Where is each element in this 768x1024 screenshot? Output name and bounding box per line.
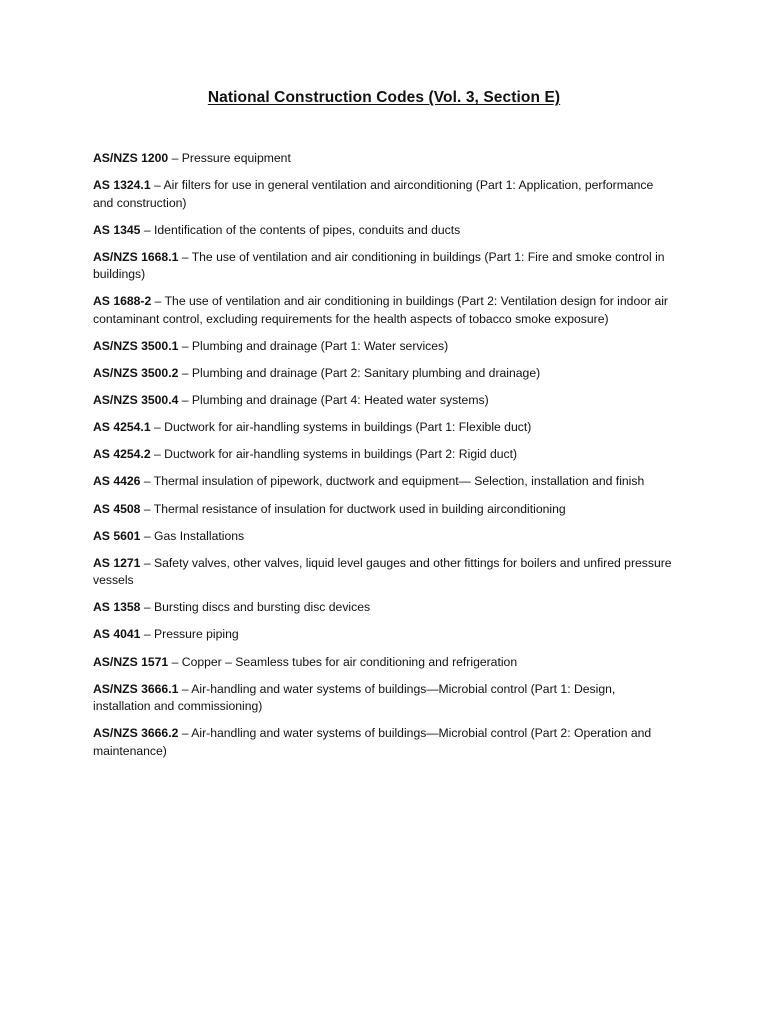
standard-description: Air filters for use in general ventilation and airconditioning (Part 1: Application, performance and construction): [93, 178, 654, 210]
standard-description: Bursting discs and bursting disc devices: [154, 600, 371, 615]
standard-entry: [93, 392, 673, 410]
entry-separator: –: [178, 726, 192, 741]
standard-entry: [93, 419, 673, 437]
standard-description: The use of ventilation and air conditioning in buildings (Part 2: Ventilation design for indoor air contaminant control, excluding requirements for the health aspects of tobacco smoke exposure): [93, 294, 668, 326]
entry-separator: –: [178, 393, 192, 408]
entry-separator: –: [151, 294, 165, 309]
standard-code: AS/NZS 1668.1: [93, 249, 179, 264]
standard-description: Plumbing and drainage (Part 1: Water services): [191, 338, 449, 353]
standard-code: AS 4254.2: [93, 447, 151, 462]
standard-description: Plumbing and drainage (Part 4: Heated water systems): [191, 393, 489, 408]
standard-entry: [93, 725, 673, 760]
entry-separator: –: [178, 338, 192, 353]
entry-separator: –: [140, 222, 154, 237]
standard-description: Pressure equipment: [181, 151, 291, 165]
standard-entry: [93, 338, 673, 356]
standard-description: Copper – Seamless tubes for air conditioning and refrigeration: [181, 654, 518, 669]
entry-separator: –: [178, 681, 192, 696]
standard-code: AS/NZS 3500.4: [93, 393, 179, 408]
entry-separator: –: [168, 151, 182, 165]
standard-description: Ductwork for air-handling systems in buildings (Part 2: Rigid duct): [164, 447, 518, 462]
standard-description: Thermal insulation of pipework, ductwork and equipment— Selection, installation and finish: [153, 474, 645, 489]
standard-code: AS 1324.1: [93, 178, 151, 193]
standard-entry: [93, 501, 673, 519]
standard-description: Identification of the contents of pipes, conduits and ducts: [154, 222, 461, 237]
standard-entry: [93, 654, 673, 672]
standard-description: Air-handling and water systems of buildings—Microbial control (Part 2: Operation and maintenance): [93, 726, 652, 758]
standard-description: The use of ventilation and air conditioning in buildings (Part 1: Fire and smoke control in buildings): [93, 249, 665, 282]
standard-code: AS 4426: [93, 474, 141, 489]
standard-code: AS 5601: [93, 528, 141, 543]
standard-entry: [93, 626, 673, 644]
standard-description: Pressure piping: [154, 627, 239, 642]
standard-description: Air-handling and water systems of buildings—Microbial control (Part 1: Design, installation and commissioning): [93, 681, 616, 714]
entry-separator: –: [150, 420, 165, 435]
standard-code: AS/NZS 3666.1: [93, 681, 179, 696]
standard-code: AS 1358: [93, 600, 141, 615]
standard-code: AS 4254.1: [93, 420, 151, 435]
standard-description: Safety valves, other valves, liquid level gauges and other fittings for boilers and unfired pressure vessels: [93, 555, 672, 588]
standard-entry: [93, 528, 673, 546]
standard-code: AS 4041: [93, 627, 141, 642]
standard-entry: [93, 293, 673, 328]
standard-entry: [93, 249, 673, 284]
standard-code: AS/NZS 1571: [93, 654, 169, 669]
entry-separator: –: [150, 178, 164, 193]
entry-separator: –: [140, 555, 154, 570]
entry-separator: –: [178, 249, 192, 264]
standard-entry: [93, 365, 673, 383]
standard-code: AS 1688-2: [93, 294, 152, 309]
standard-description: Ductwork for air-handling systems in buildings (Part 1: Flexible duct): [164, 420, 532, 435]
standard-entry: [93, 222, 673, 240]
entry-separator: –: [140, 501, 154, 516]
standard-entry: [93, 681, 673, 716]
entry-separator: –: [140, 474, 154, 489]
entry-separator: –: [178, 366, 192, 381]
standard-description: Plumbing and drainage (Part 2: Sanitary plumbing and drainage): [191, 366, 541, 381]
standard-entry: [93, 555, 673, 590]
standard-code: AS 4508: [93, 501, 141, 516]
entry-separator: –: [150, 447, 165, 462]
standard-entry: [93, 473, 673, 491]
standard-code: AS/NZS 3500.1: [93, 338, 179, 353]
standard-code: AS 1271: [93, 555, 141, 570]
standard-code: AS/NZS 3500.2: [93, 366, 179, 381]
standard-entry: [93, 599, 673, 617]
standard-code: AS/NZS 3666.2: [93, 726, 179, 741]
entry-separator: –: [140, 600, 154, 615]
document-title: National Construction Codes (Vol. 3, Section E): [207, 89, 561, 106]
entry-separator: –: [168, 654, 182, 669]
entry-separator: –: [140, 528, 154, 543]
standard-entry: [93, 150, 673, 168]
standard-entry: [93, 177, 673, 212]
standard-code: AS 1345: [93, 222, 141, 237]
entry-separator: –: [140, 627, 154, 642]
standard-code: AS/NZS 1200: [93, 151, 169, 165]
standard-description: Gas Installations: [154, 528, 245, 543]
standard-description: Thermal resistance of insulation for ductwork used in building airconditioning: [153, 501, 566, 516]
standard-entry: [93, 446, 673, 464]
standards-list: [93, 150, 673, 770]
